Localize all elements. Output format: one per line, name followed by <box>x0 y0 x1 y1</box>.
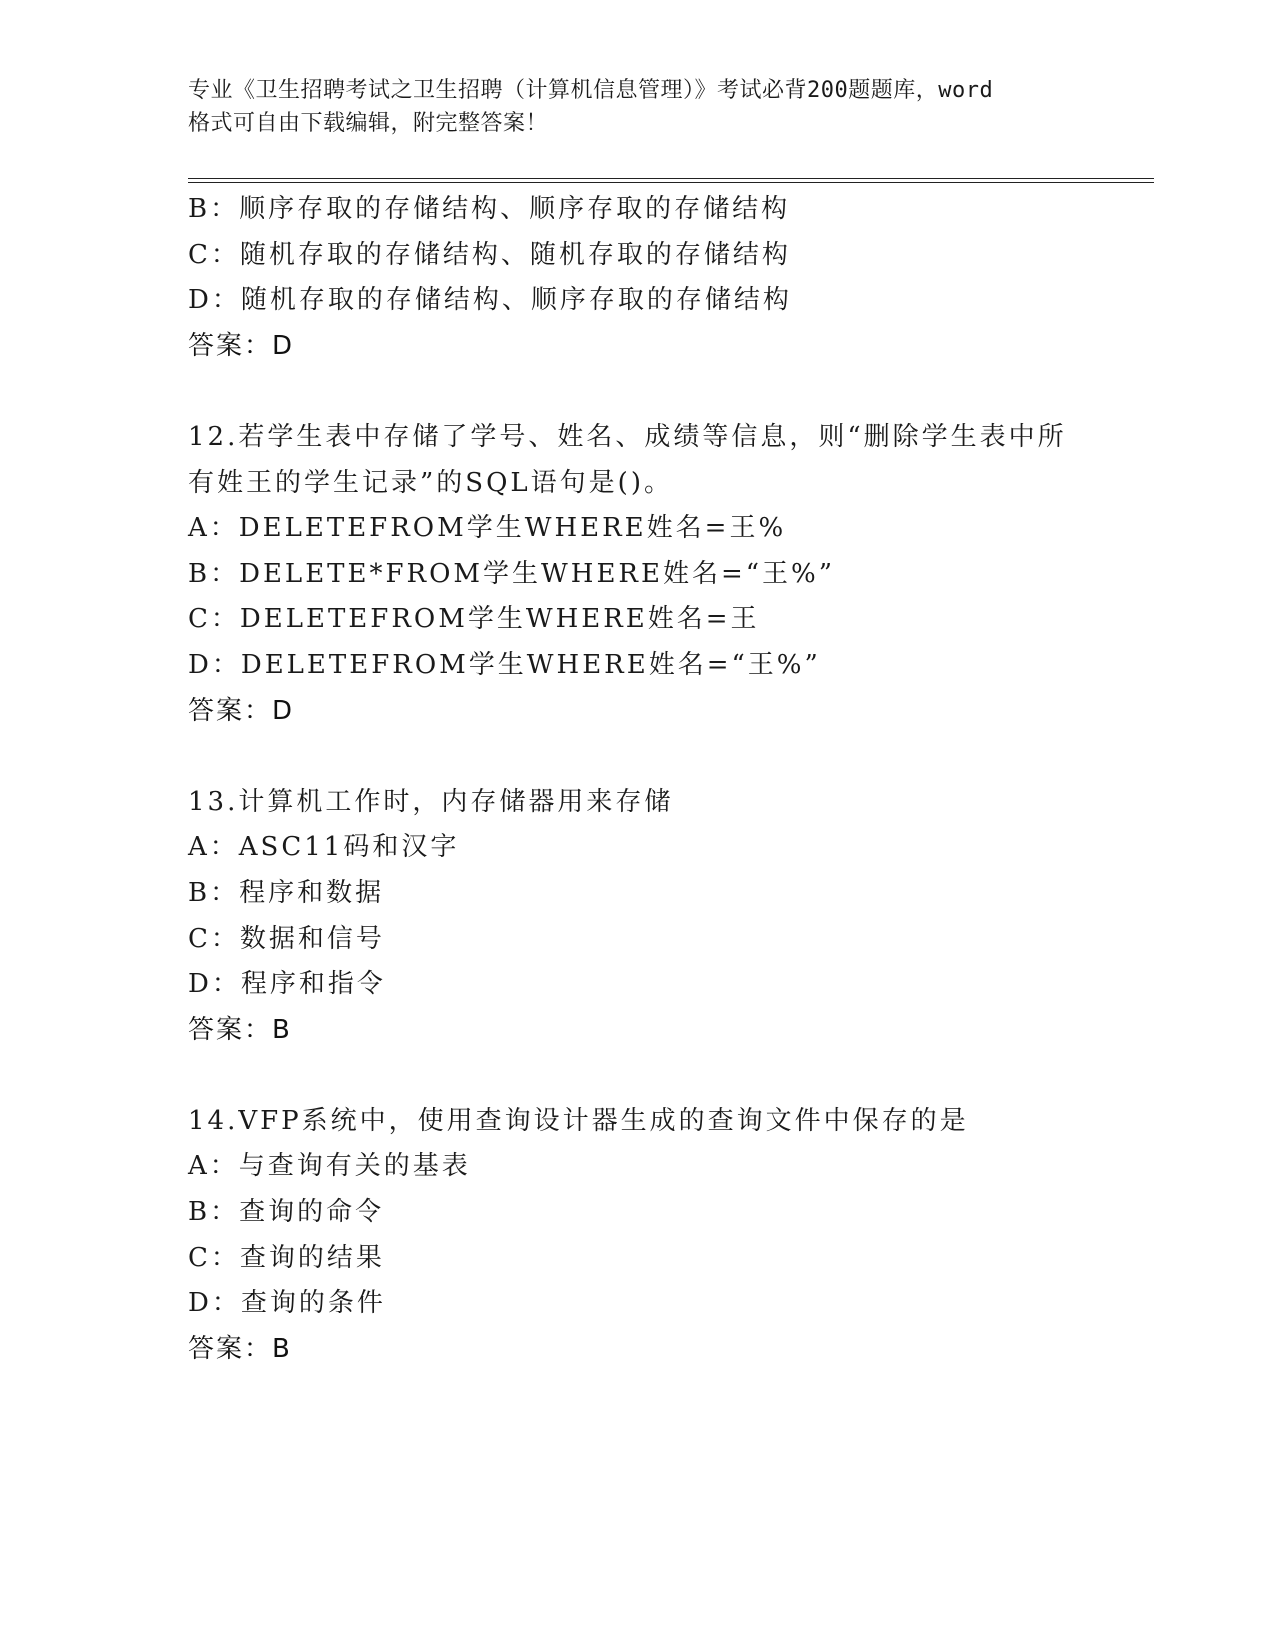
spacer <box>188 734 1148 780</box>
option-c: C：随机存取的存储结构、随机存取的存储结构 <box>188 239 791 270</box>
header-line-2: 格式可自由下载编辑，附完整答案！ <box>188 111 549 136</box>
question-stem-line: 12.若学生表中存储了学号、姓名、成绩等信息，则“删除学生表中所 <box>188 421 1067 452</box>
option-a: A：与查询有关的基表 <box>188 1151 471 1182</box>
option-c: C：查询的结果 <box>188 1242 385 1273</box>
option-d: D：随机存取的存储结构、顺序存取的存储结构 <box>188 285 792 316</box>
answer-line: 答案：D <box>188 695 295 726</box>
question-14 <box>188 1099 1148 1373</box>
spacer <box>188 1053 1148 1099</box>
question-12 <box>188 415 1148 734</box>
option-c: C：DELETEFROM学生WHERE姓名=王 <box>188 604 760 635</box>
option-c: C：数据和信号 <box>188 923 385 954</box>
option-b: B：查询的命令 <box>188 1197 385 1228</box>
answer-line: 答案：D <box>188 330 295 361</box>
question-stem-line: 有姓王的学生记录”的SQL语句是()。 <box>188 467 673 498</box>
header-line-1: 专业《卫生招聘考试之卫生招聘（计算机信息管理）》考试必背200题题库，word <box>188 78 994 103</box>
spacer <box>188 369 1148 415</box>
document-header <box>188 74 1088 140</box>
document-content <box>188 187 1148 1372</box>
option-a: A：ASC11码和汉字 <box>188 832 460 863</box>
option-a: A：DELETEFROM学生WHERE姓名=王% <box>188 513 787 544</box>
option-d: D：DELETEFROM学生WHERE姓名=“王%” <box>188 649 821 680</box>
question-13 <box>188 780 1148 1054</box>
answer-line: 答案：B <box>188 1014 292 1045</box>
option-d: D：程序和指令 <box>188 969 386 1000</box>
question-stem-line: 13.计算机工作时，内存储器用来存储 <box>188 786 674 817</box>
option-b: B：顺序存取的存储结构、顺序存取的存储结构 <box>188 194 791 224</box>
option-b: B：程序和数据 <box>188 877 385 908</box>
option-b: B：DELETE*FROM学生WHERE姓名=“王%” <box>188 558 836 589</box>
header-divider <box>188 178 1154 183</box>
question-stem-line: 14.VFP系统中，使用查询设计器生成的查询文件中保存的是 <box>188 1105 969 1136</box>
option-d: D：查询的条件 <box>188 1288 386 1319</box>
answer-line: 答案：B <box>188 1333 292 1364</box>
previous-question-tail <box>188 187 1148 369</box>
